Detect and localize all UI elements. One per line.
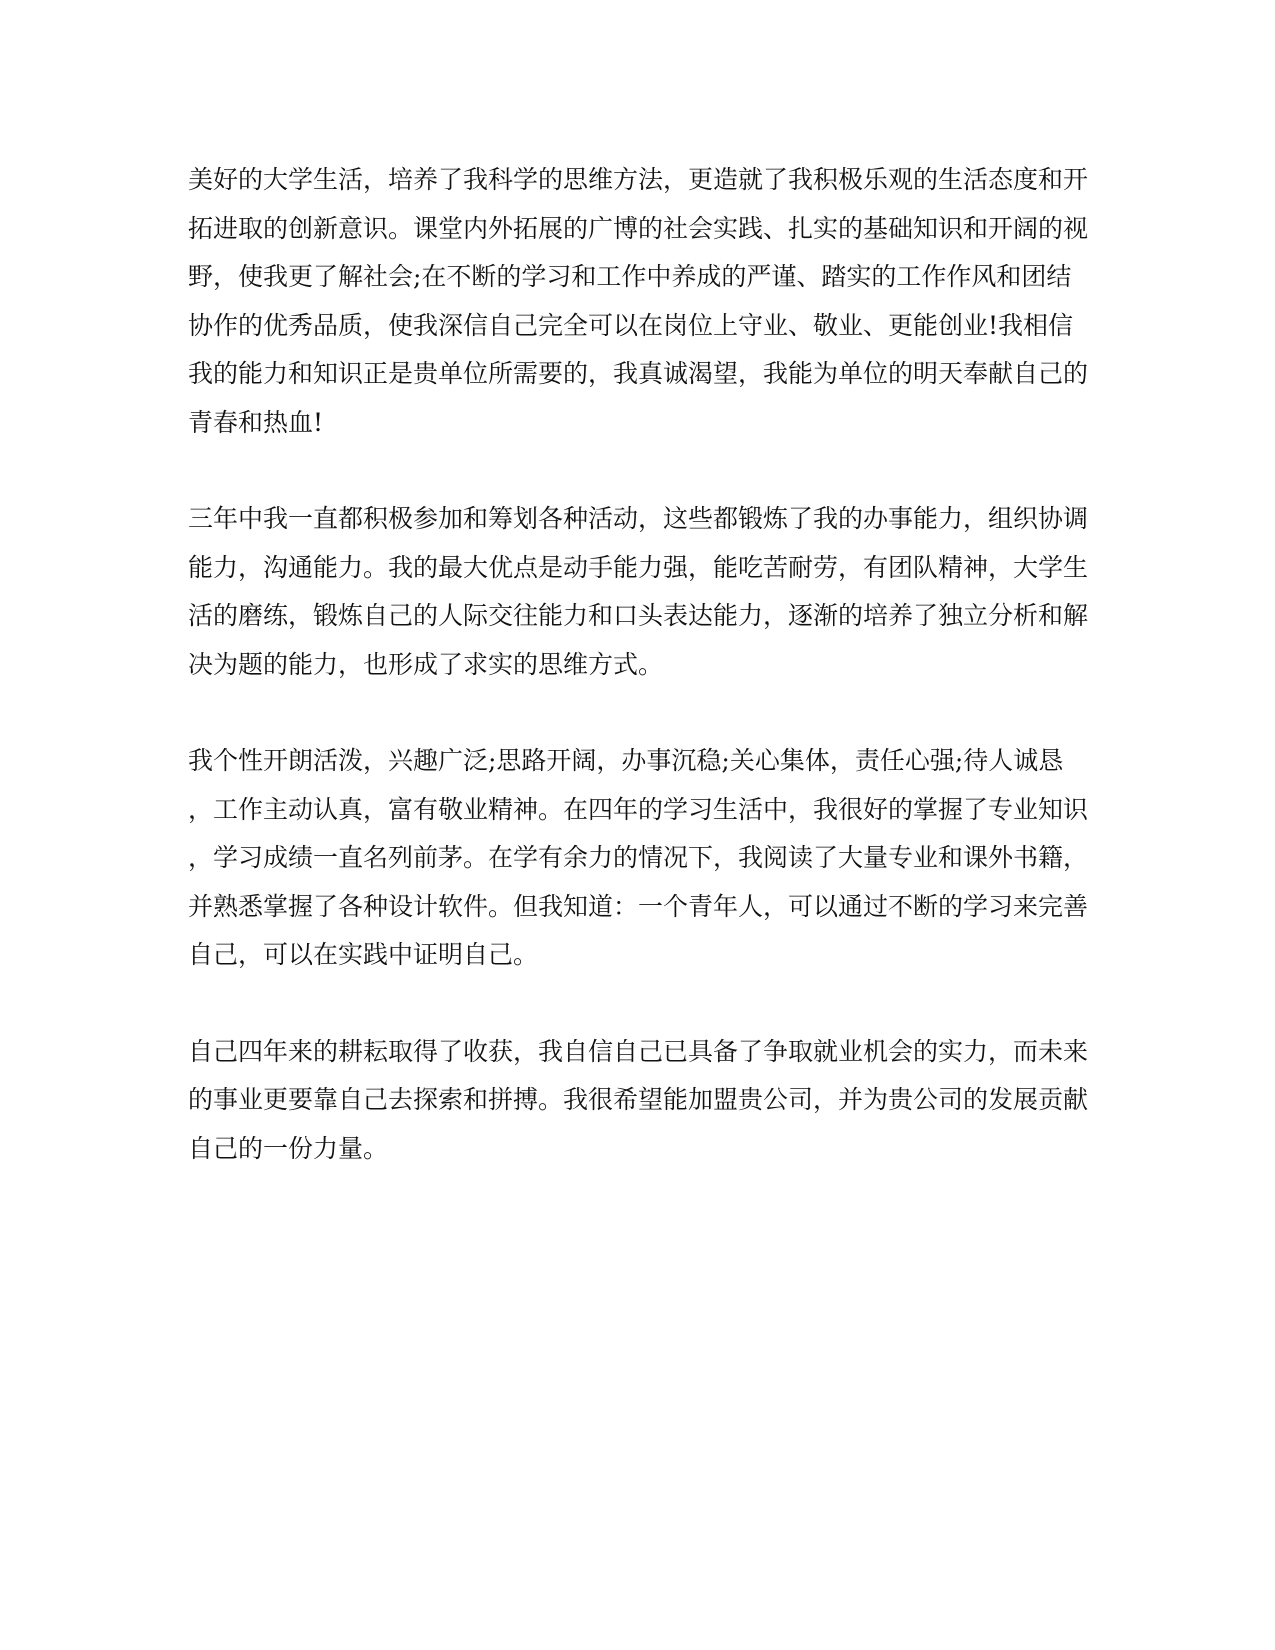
text-line: 自己的一份力量。 xyxy=(188,1133,389,1163)
text-line: 自己，可以在实践中证明自己。 xyxy=(188,940,539,969)
paragraph-1 xyxy=(188,156,1088,447)
text-line: 我的能力和知识正是贵单位所需要的，我真诚渴望，我能为单位的明天奉献自己的 xyxy=(188,359,1088,388)
text-line: 活的磨练，锻炼自己的人际交往能力和口头表达能力，逐渐的培养了独立分析和解 xyxy=(188,601,1088,630)
document-body xyxy=(188,156,1088,1173)
text-line: 青春和热血! xyxy=(188,407,324,437)
text-line: 拓进取的创新意识。课堂内外拓展的广博的社会实践、扎实的基础知识和开阔的视 xyxy=(188,213,1088,243)
paragraph-3 xyxy=(188,737,1088,980)
paragraph-2 xyxy=(188,495,1088,689)
text-line: 野，使我更了解社会;在不断的学习和工作中养成的严谨、踏实的工作作风和团结 xyxy=(188,262,1072,291)
text-line: 自己四年来的耕耘取得了收获，我自信自己已具备了争取就业机会的实力，而未来 xyxy=(188,1036,1088,1066)
text-line: 并熟悉掌握了各种设计软件。但我知道：一个青年人，可以通过不断的学习来完善 xyxy=(188,891,1088,921)
text-line: 的事业更要靠自己去探索和拼搏。我很希望能加盟贵公司，并为贵公司的发展贡献 xyxy=(188,1085,1088,1114)
text-line: 我个性开朗活泼，兴趣广泛;思路开阔，办事沉稳;关心集体，责任心强;待人诚恳 xyxy=(188,746,1064,775)
text-line: 美好的大学生活，培养了我科学的思维方法，更造就了我积极乐观的生活态度和开 xyxy=(188,165,1088,194)
text-line: 决为题的能力，也形成了求实的思维方式。 xyxy=(188,649,664,679)
text-line: ，工作主动认真，富有敬业精神。在四年的学习生活中，我很好的掌握了专业知识 xyxy=(188,794,1088,824)
text-line: 能力，沟通能力。我的最大优点是动手能力强，能吃苦耐劳，有团队精神，大学生 xyxy=(188,552,1088,582)
text-line: 协作的优秀品质，使我深信自己完全可以在岗位上守业、敬业、更能创业!我相信 xyxy=(188,310,1074,340)
text-line: 三年中我一直都积极参加和筹划各种活动，这些都锻炼了我的办事能力，组织协调 xyxy=(188,504,1088,533)
text-line: ，学习成绩一直名列前茅。在学有余力的情况下，我阅读了大量专业和课外书籍， xyxy=(188,843,1088,872)
paragraph-4 xyxy=(188,1028,1088,1174)
